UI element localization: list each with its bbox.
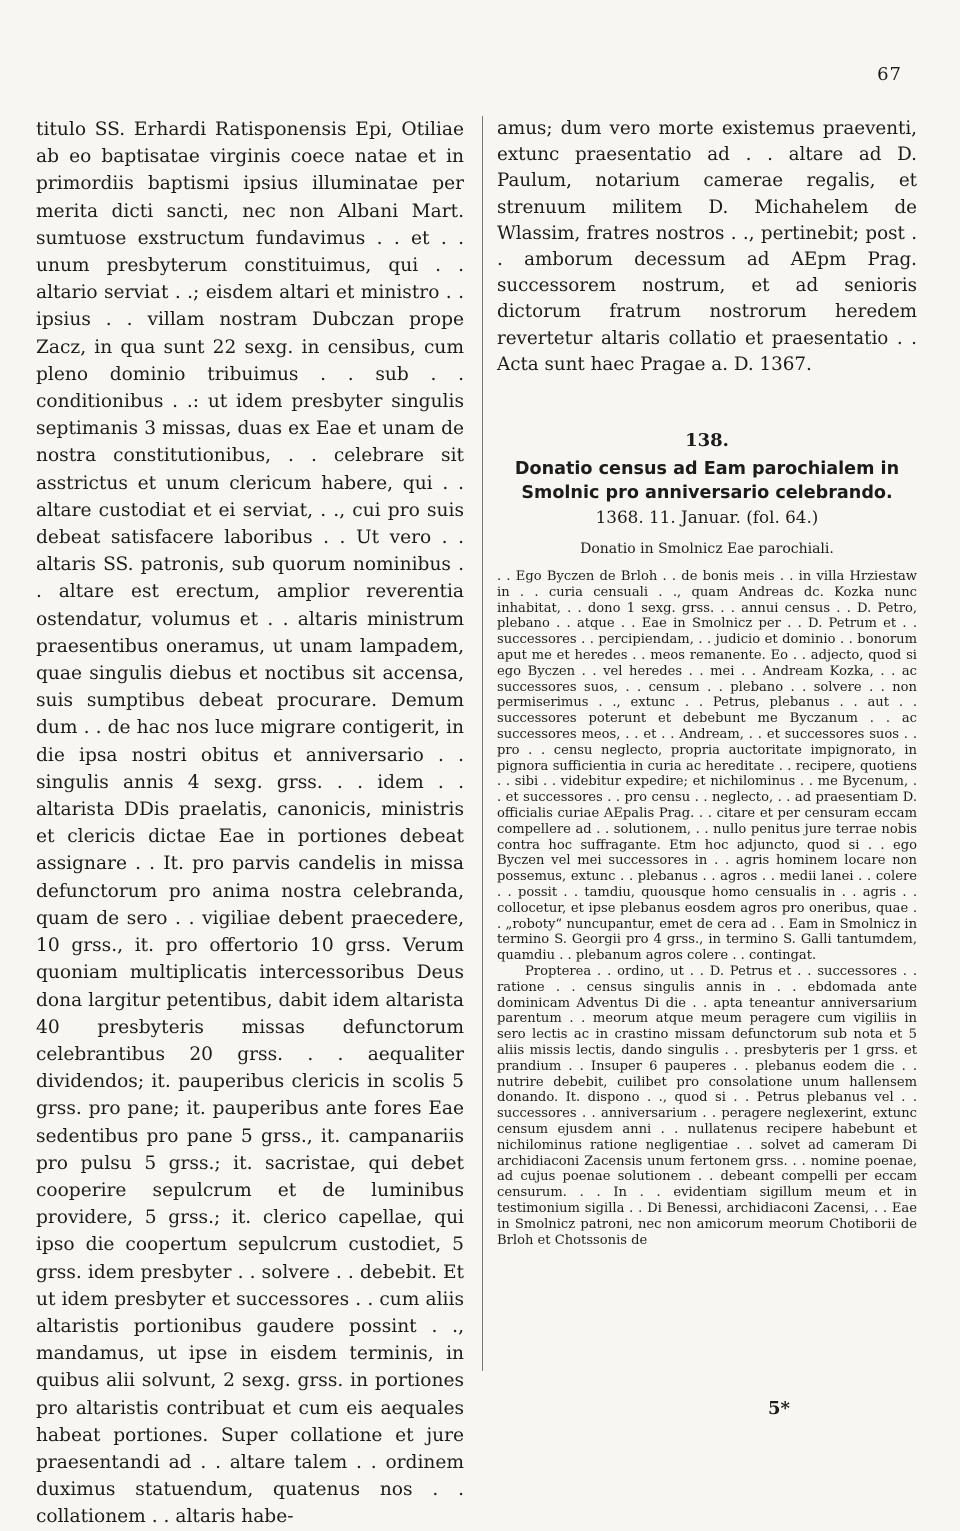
right-column (497, 116, 917, 1248)
left-column (36, 116, 464, 1531)
right-column-paragraph: amus; dum vero morte existemus praeventi, extunc praesentatio ad . . altare ad D. Paulum, notarium camerae regalis, et strenuum militem D. Michahelem de Wlassim, fratres nostros . ., pertinebit; post . . amborum decessum ad AEpm Prag. successorem nostrum, et ad senioris dictorum fratrum nostrorum heredem revertetur altaris collatio et praesentatio . . Acta sunt haec Pragae a. D. 1367. (497, 118, 917, 375)
document-date: 1368. 11. Januar. (fol. 64.) (595, 507, 819, 528)
page-number: 67 (877, 64, 902, 85)
document-summary: Donatio in Smolnicz Eae parochiali. (580, 541, 834, 558)
signature-mark: 5* (768, 1398, 790, 1419)
document-text-paragraph: . . Ego Byczen de Brloh . . de bonis meis . . in villa Hrziestaw in . . curia censuali . ., quam Andreas dc. Kozka nunc inhabitat, . . dono 1 sexg. grss. . . annui census . . D. Petro, plebano . . atque . . Eae in Smolnicz per . . D. Petrum et . . successores . . percipiendam, . . judicio et dominio . . bonorum aput me et heredes . . meos remanente. Eo . . adjecto, quod si ego Byczen . . vel heredes . . mei . . Andream Kozka, . . ac successores suos, . . censum . . plebano . . solvere . . non permiserimus . ., extunc . . Petrus, plebanus . . aut . . successores poterunt et debebunt me Byczanum . . ac successores meos, . . et . . Andream, . . et successores suos . . pro . . censu neglecto, propria auctoritate impignorato, in pignora sufficientia in curia ac hereditate . . recipere, quotiens . . sibi . . videbitur expedire; et nichilominus . . me Bycenum, . . et successores . . pro censu . . neglecto, . . ad praesentiam D. officialis curiae AEpalis Prag. . . citare et per censuram eccam compellere ad . . solutionem, . . nullo penitus jure terrae nobis contra hoc suffragante. Etm hoc adjuncto, quod si . . ego Byczen vel mei successores in . . agris hominem locare non possemus, extunc . . plebanus . . agros . . medii lanei . . colere . . possit . . tamdiu, quousque homo censualis in . . agris . . collocetur, et ipse plebanus eosdem agros pro oneribus, quae . . „roboty“ nuncupantur, emet de cera ad . . Eam in Smolnicz in termino S. Georgii pro 4 grss., in termino S. Galli tantumdem, quamdiu . . plebanum agros colere . . contingat. (497, 569, 917, 964)
left-column-paragraph: titulo SS. Erhardi Ratisponensis Epi, Otiliae ab eo baptisatae virginis coece natae et in primordiis baptismi ipsius illuminatae per merita dicti sancti, nec non Albani Mart. sumtuose exstructum fundavimus . . et . . unum presbyterum constituimus, qui . . altario serviat . .; eisdem altari et ministro . . ipsius . . villam nostram Dubczan prope Zacz, in qua sunt 22 sexg. in censibus, cum pleno dominio tribuimus . . sub . . conditionibus . .: ut idem presbyter singulis septimanis 3 missas, duas ex Eae et unam de nostra constitutionibus, . . celebrare sit asstrictus et unum clericum habere, qui . . altare custodiat et ei serviat, . ., cui pro suis debeat satisfacere laboribus . . Ut vero . . altaris SS. patronis, sub quorum nominibus . . altare est erectum, amplior reverentia ostendatur, volumus et . . altaris ministrum praesentibus oneramus, ut unam lampadem, quae singulis diebus et noctibus sit accensa, suis sumptibus debeat procurare. Demum dum . . de hac nos luce migrare contigerit, in die ipsa nostri obitus et anniversario . . singulis annis 4 sexg. grss. . . idem . . altarista DDis praelatis, canonicis, ministris et clericis dictae Eae in portiones debeat assignare . . It. pro parvis candelis in missa defunctorum pro anima nostra celebranda, quam de sero . . vigiliae debent praecedere, 10 grss., it. pro offertorio 10 grss. Verum quoniam multiplicatis intercessoribus Deus dona largitur petentibus, dabit idem altarista 40 presbyteris missas defunctorum celebrantibus 20 grss. . . aequaliter dividendos; it. pauperibus clericis in scolis 5 grss. pro pane; it. pauperibus ante fores Eae sedentibus pro pane 5 grss., it. campanariis pro pulsu 5 grss.; it. sacristae, qui debet cooperire sepulcrum et de luminibus providere, 5 grss.; it. clerico capellae, qui ipso die coopertum sepulcrum custodiet, 5 grss. idem presbyter . . solvere . . debebit. Et ut idem presbyter et successores . . cum aliis altaristis portionibus gaudere possint . ., mandamus, ut ipse in eisdem terminis, in quibus alii solvunt, 2 sexg. grss. in portiones pro altaristis contribuat et cum eis aequales habeat portiones. Super collatione et jure praesentandi ad . . altare talem . . ordinem duximus statuendum, quatenus nos . . collationem . . altaris habe- (36, 119, 464, 1528)
document-title: Donatio census ad Eam parochialem in Smolnic pro anniversario celebrando. (514, 459, 900, 504)
document-number: 138. (685, 430, 729, 452)
column-divider (482, 116, 483, 1371)
document-text-paragraph: Propterea . . ordino, ut . . D. Petrus et . . successores . . ratione . . census singulis annis in . . ebdomada ante dominicam Adventus Di die . . apta teneantur anniversarium parentum . . meorum atque meum peragere cum vigiliis in sero lectis ac in crastino missam defunctorum sub nota et 5 aliis missis lectis, dando singulis . . presbyteris per 1 grss. et prandium . . Insuper 6 pauperes . . plebanus eodem die . . nutrire debebit, cuilibet pro consolatione unum hallensem donando. It. dispono . ., quod si . . Petrus plebanus vel . . successores . . anniversarium . . peragere neglexerint, extunc censum ejusdem anni . . nullatenus recipere habebunt et nichilominus ratione negligentiae . . solvet ad cameram Di archidiaconi Zacensis unum fertonem grss. . . nomine poenae, ad cujus poenae solutionem . . debeant compelli per eccam censurum. . . In . . evidentiam sigillum meum et in testimonium sigilla . . Di Benessi, archidiaconi Zacensi, . . Eae in Smolnicz patroni, nec non amicorum meorum Chotiborii de Brloh et Chotssonis de (497, 963, 917, 1248)
